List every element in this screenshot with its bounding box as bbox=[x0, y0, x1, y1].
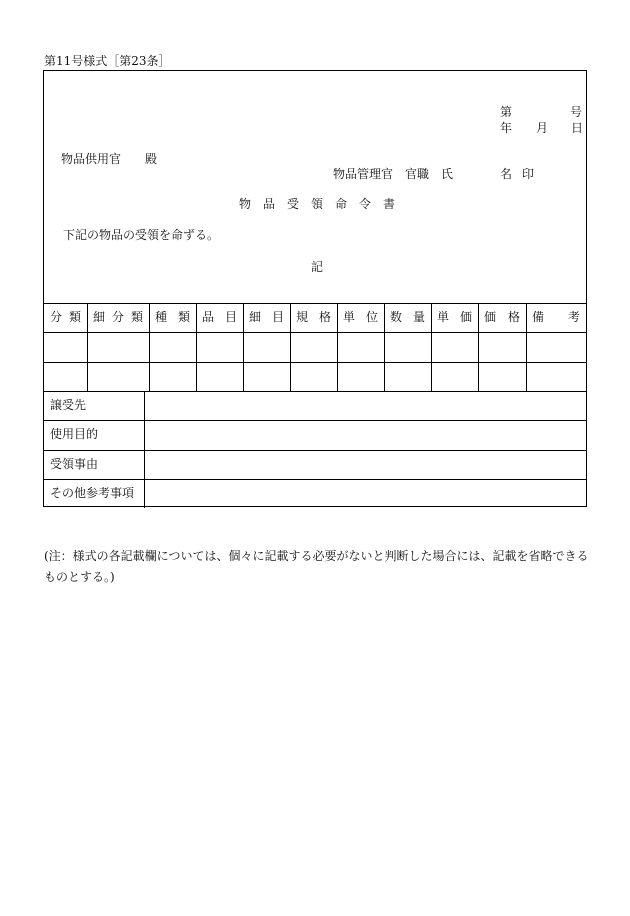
body-text: 下記の物品の受領を命ずる。 bbox=[63, 228, 220, 242]
ki-label: 記 bbox=[311, 260, 324, 274]
table-cell[interactable] bbox=[196, 362, 243, 391]
table-cell[interactable] bbox=[243, 332, 290, 361]
table-cell[interactable] bbox=[478, 362, 526, 391]
document-title: 物 品 受 領 命 令 書 bbox=[239, 197, 396, 211]
addressee: 物品供用官 殿 bbox=[61, 152, 158, 166]
table-cell[interactable] bbox=[526, 332, 586, 361]
table-cell[interactable] bbox=[431, 362, 478, 391]
form-number: 第11号様式［第23条］ bbox=[44, 54, 171, 68]
table-cell[interactable] bbox=[44, 332, 87, 361]
column-header: 品 目 bbox=[202, 310, 237, 324]
date-year: 年 bbox=[500, 121, 513, 135]
info-row-label: その他参考事項 bbox=[50, 485, 135, 500]
form-frame bbox=[43, 70, 587, 507]
table-cell[interactable] bbox=[196, 332, 243, 361]
table-cell[interactable] bbox=[149, 362, 196, 391]
table-cell[interactable] bbox=[384, 362, 431, 391]
issuer-name-label: 名 bbox=[500, 167, 513, 181]
issuer-seal: 印 bbox=[522, 167, 535, 181]
column-header: 種 類 bbox=[155, 310, 190, 324]
column-header: 細 分 類 bbox=[93, 310, 143, 324]
number-label-first: 第 bbox=[500, 105, 513, 119]
number-label-go: 号 bbox=[570, 105, 583, 119]
table-cell[interactable] bbox=[431, 332, 478, 361]
date-day: 日 bbox=[571, 121, 584, 135]
item-table bbox=[44, 303, 586, 506]
info-row-label: 使用目的 bbox=[50, 427, 99, 442]
table-cell[interactable] bbox=[526, 362, 586, 391]
column-header: 規 格 bbox=[296, 310, 331, 324]
column-header: 分 類 bbox=[50, 310, 81, 324]
table-cell[interactable] bbox=[290, 332, 337, 361]
date-month: 月 bbox=[536, 121, 549, 135]
column-header: 数 量 bbox=[390, 310, 425, 324]
info-row-value[interactable] bbox=[144, 420, 586, 449]
table-cell[interactable] bbox=[243, 362, 290, 391]
table-cell[interactable] bbox=[87, 332, 149, 361]
info-row-label: 譲受先 bbox=[50, 397, 87, 412]
table-cell[interactable] bbox=[149, 332, 196, 361]
column-header: 備 考 bbox=[532, 310, 580, 324]
info-row-value[interactable] bbox=[144, 450, 586, 479]
column-header: 単 位 bbox=[343, 310, 378, 324]
footnote: (注：様式の各記載欄については、個々に記載する必要がないと判断した場合には、記載を省略できるものとする。) bbox=[44, 549, 589, 584]
table-cell[interactable] bbox=[87, 362, 149, 391]
issuer-title: 物品管理官 官職 氏 bbox=[333, 167, 454, 181]
column-header: 細 目 bbox=[249, 310, 284, 324]
table-cell[interactable] bbox=[290, 362, 337, 391]
table-cell[interactable] bbox=[337, 362, 384, 391]
info-row-value[interactable] bbox=[144, 391, 586, 420]
table-cell[interactable] bbox=[478, 332, 526, 361]
column-header: 単 価 bbox=[437, 310, 472, 324]
table-cell[interactable] bbox=[337, 332, 384, 361]
table-cell[interactable] bbox=[384, 332, 431, 361]
info-row-label: 受領事由 bbox=[50, 456, 99, 471]
info-row-value[interactable] bbox=[144, 479, 586, 508]
table-cell[interactable] bbox=[44, 362, 87, 391]
column-header: 価 格 bbox=[484, 310, 520, 324]
